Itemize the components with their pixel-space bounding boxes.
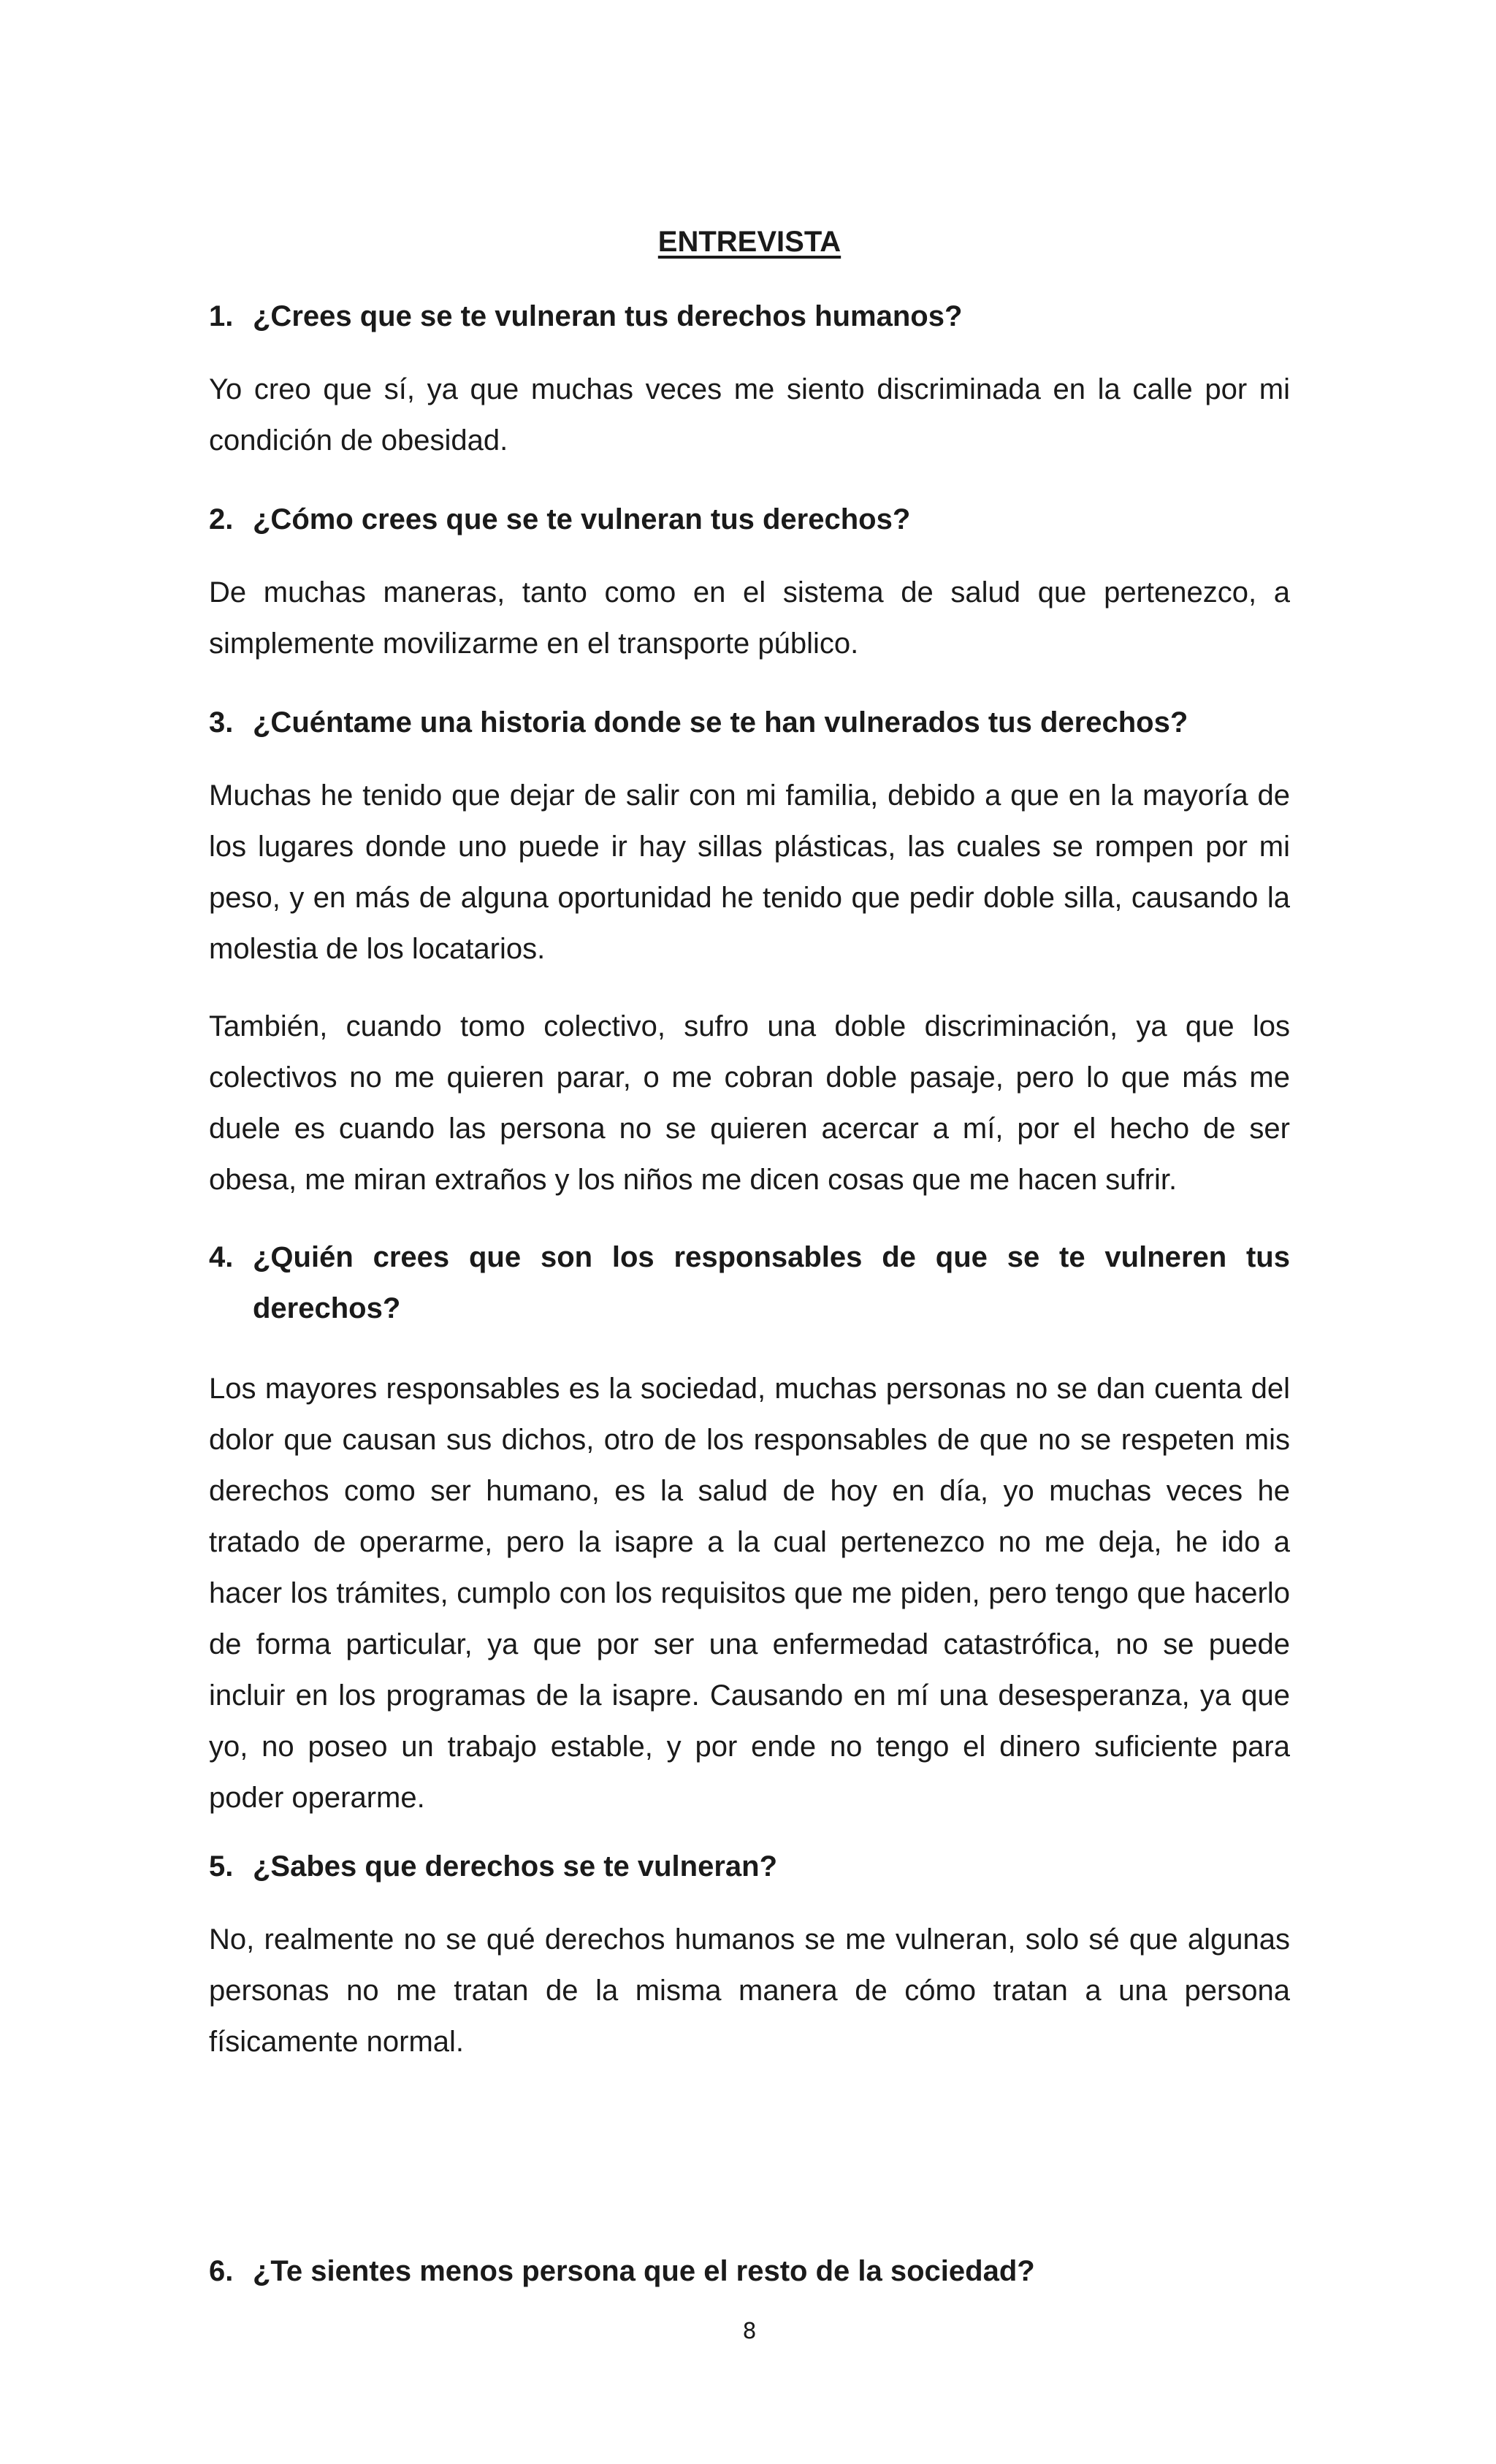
page-number: 8 — [742, 2319, 757, 2344]
question-5 — [209, 1841, 1290, 1892]
question-text: ¿Cuéntame una historia donde se te han vulnerados tus derechos? — [253, 706, 1188, 739]
question-6 — [209, 2246, 1290, 2297]
question-1 — [209, 291, 1290, 342]
question-number: 4. — [209, 1241, 234, 1273]
question-text: ¿Crees que se te vulneran tus derechos humanos? — [253, 300, 963, 332]
question-4 — [209, 1232, 1290, 1334]
question-text: ¿Cómo crees que se te vulneran tus derechos? — [253, 503, 911, 535]
title-text: ENTREVISTA — [657, 226, 842, 258]
question-number: 5. — [209, 1850, 234, 1883]
answer-3a: Muchas he tenido que dejar de salir con mi familia, debido a que en la mayoría de los lugares donde uno puede ir hay sillas plásticas, las cuales se rompen por mi peso, y en más de alguna oportunidad he tenido que pedir doble silla, causando la molestia de los locatarios. — [209, 779, 1290, 965]
question-text: ¿Te sientes menos persona que el resto de la sociedad? — [253, 2255, 1035, 2287]
question-number: 1. — [209, 300, 234, 332]
answer-2: De muchas maneras, tanto como en el sistema de salud que pertenezco, a simplemente movilizarme en el transporte público. — [209, 576, 1290, 660]
question-2 — [209, 494, 1290, 545]
question-text: ¿Sabes que derechos se te vulneran? — [253, 1850, 778, 1883]
answer-1: Yo creo que sí, ya que muchas veces me siento discriminada en la calle por mi condición de obesidad. — [209, 373, 1290, 457]
question-number: 2. — [209, 503, 234, 535]
document-title — [209, 224, 1290, 260]
question-3 — [209, 697, 1290, 748]
question-text: ¿Quién crees que son los responsables de que se te vulneren tus derechos? — [253, 1241, 1290, 1324]
answer-4: Los mayores responsables es la sociedad, muchas personas no se dan cuenta del dolor que causan sus dichos, otro de los responsables de que no se respeten mis derechos como ser humano, es la salud de hoy en día, yo muchas veces he tratado de operarme, pero la isapre a la cual pertenezco no me deja, he ido a hacer los trámites, cumplo con los requisitos que me piden, pero tengo que hacerlo de forma particular, ya que por ser una enfermedad catastrófica, no se puede incluir en los programas de la isapre. Causando en mí una desesperanza, ya que yo, no poseo un trabajo estable, y por ende no tengo el dinero suficiente para poder operarme. — [209, 1373, 1290, 1814]
question-number: 6. — [209, 2255, 234, 2287]
answer-5: No, realmente no se qué derechos humanos se me vulneran, solo sé que algunas personas no me tratan de la misma manera de cómo tratan a una persona físicamente normal. — [209, 1923, 1290, 2058]
document-page — [209, 0, 1290, 2464]
answer-3b: También, cuando tomo colectivo, sufro una doble discriminación, ya que los colectivos no me quieren parar, o me cobran doble pasaje, pero lo que más me duele es cuando las persona no se quieren acercar a mí, por el hecho de ser obesa, me miran extraños y los niños me dicen cosas que me hacen sufrir. — [209, 1010, 1290, 1196]
question-number: 3. — [209, 706, 234, 739]
